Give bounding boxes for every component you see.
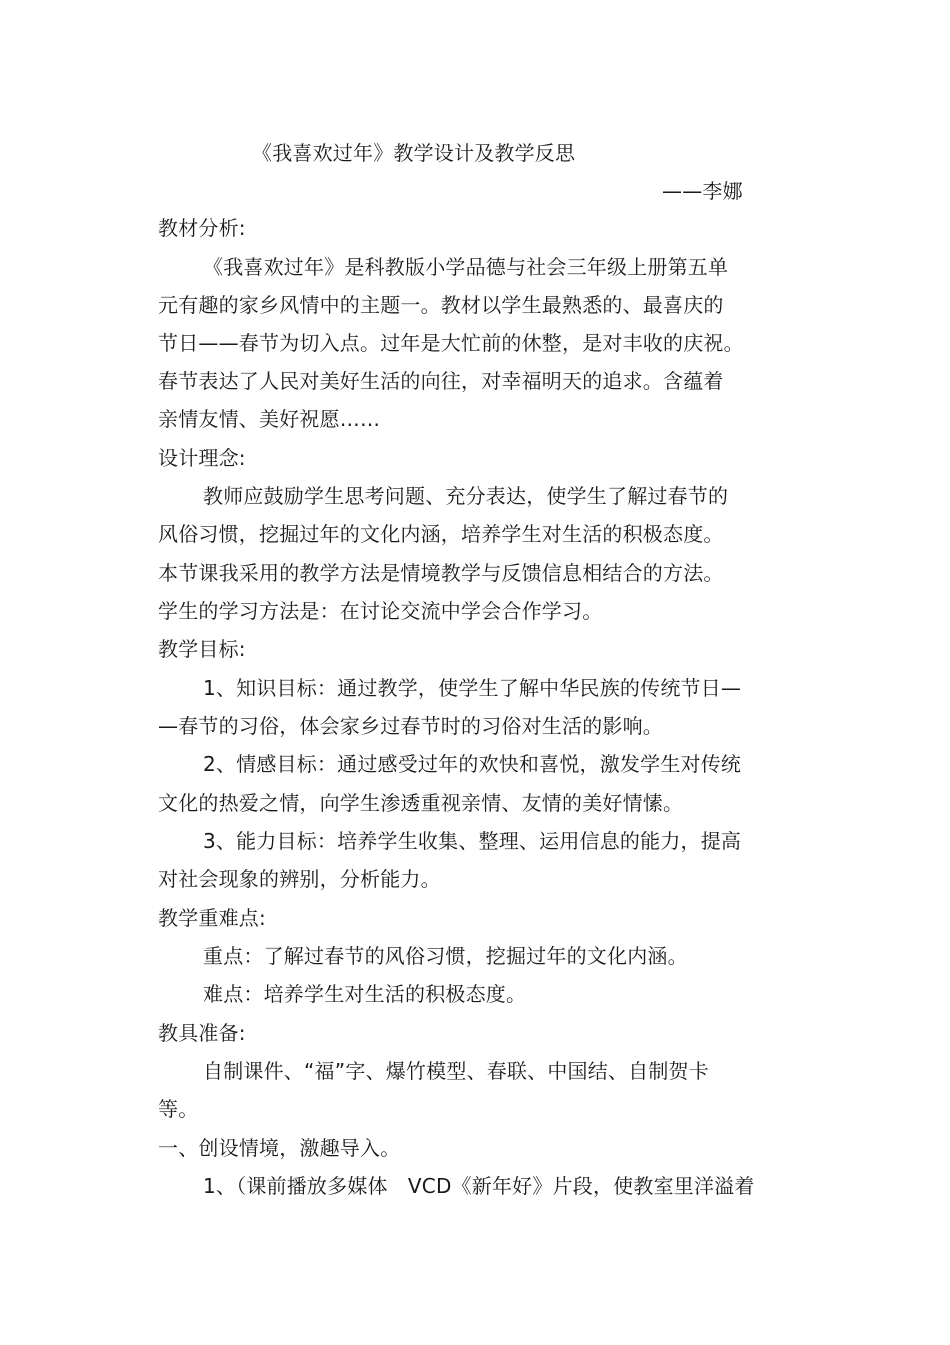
paragraph-line: 节日——春节为切入点。过年是大忙前的休整，是对丰收的庆祝。 xyxy=(158,331,744,355)
paragraph-line: —春节的习俗，体会家乡过春节时的习俗对生活的影响。 xyxy=(158,714,663,738)
paragraph-line: 风俗习惯，挖掘过年的文化内涵，培养学生对生活的积极态度。 xyxy=(158,522,724,546)
paragraph-line: 《我喜欢过年》是科教版小学品德与社会三年级上册第五单 xyxy=(203,255,729,279)
section-heading: 教学重难点: xyxy=(158,906,266,930)
paragraph-line: 文化的热爱之情，向学生渗透重视亲情、友情的美好情愫。 xyxy=(158,791,684,815)
paragraph-line: 2、情感目标：通过感受过年的欢快和喜悦，激发学生对传统 xyxy=(203,752,742,776)
section-heading: 教材分析: xyxy=(158,216,246,240)
paragraph-line: 等。 xyxy=(158,1097,199,1121)
section-heading: 一、创设情境，激趣导入。 xyxy=(158,1136,401,1160)
paragraph-line: 对社会现象的辨别，分析能力。 xyxy=(158,867,441,891)
paragraph-line: 亲情友情、美好祝愿…… xyxy=(158,407,381,431)
paragraph-line: 学生的学习方法是：在讨论交流中学会合作学习。 xyxy=(158,599,603,623)
paragraph-line: 本节课我采用的教学方法是情境教学与反馈信息相结合的方法。 xyxy=(158,561,724,585)
section-heading: 教具准备: xyxy=(158,1021,246,1045)
paragraph-line: 1、（课前播放多媒体 VCD《新年好》片段，使教室里洋溢着 xyxy=(203,1174,755,1198)
paragraph-line: 春节表达了人民对美好生活的向往，对幸福明天的追求。含蕴着 xyxy=(158,369,724,393)
paragraph-line: 难点：培养学生对生活的积极态度。 xyxy=(203,982,527,1006)
paragraph-line: 教师应鼓励学生思考问题、充分表达，使学生了解过春节的 xyxy=(203,484,729,508)
section-heading: 设计理念: xyxy=(158,446,246,470)
section-heading: 教学目标: xyxy=(158,637,246,661)
paragraph-line: 元有趣的家乡风情中的主题一。教材以学生最熟悉的、最喜庆的 xyxy=(158,293,724,317)
paragraph-line: 3、能力目标：培养学生收集、整理、运用信息的能力，提高 xyxy=(203,829,742,853)
paragraph-line: 重点：了解过春节的风俗习惯，挖掘过年的文化内涵。 xyxy=(203,944,688,968)
document-title: 《我喜欢过年》教学设计及教学反思 xyxy=(252,141,576,165)
paragraph-line: 1、知识目标：通过教学，使学生了解中华民族的传统节日— xyxy=(203,676,742,700)
document-author: ——李娜 xyxy=(662,179,743,203)
paragraph-line: 自制课件、“福”字、爆竹模型、春联、中国结、自制贺卡 xyxy=(203,1059,709,1083)
